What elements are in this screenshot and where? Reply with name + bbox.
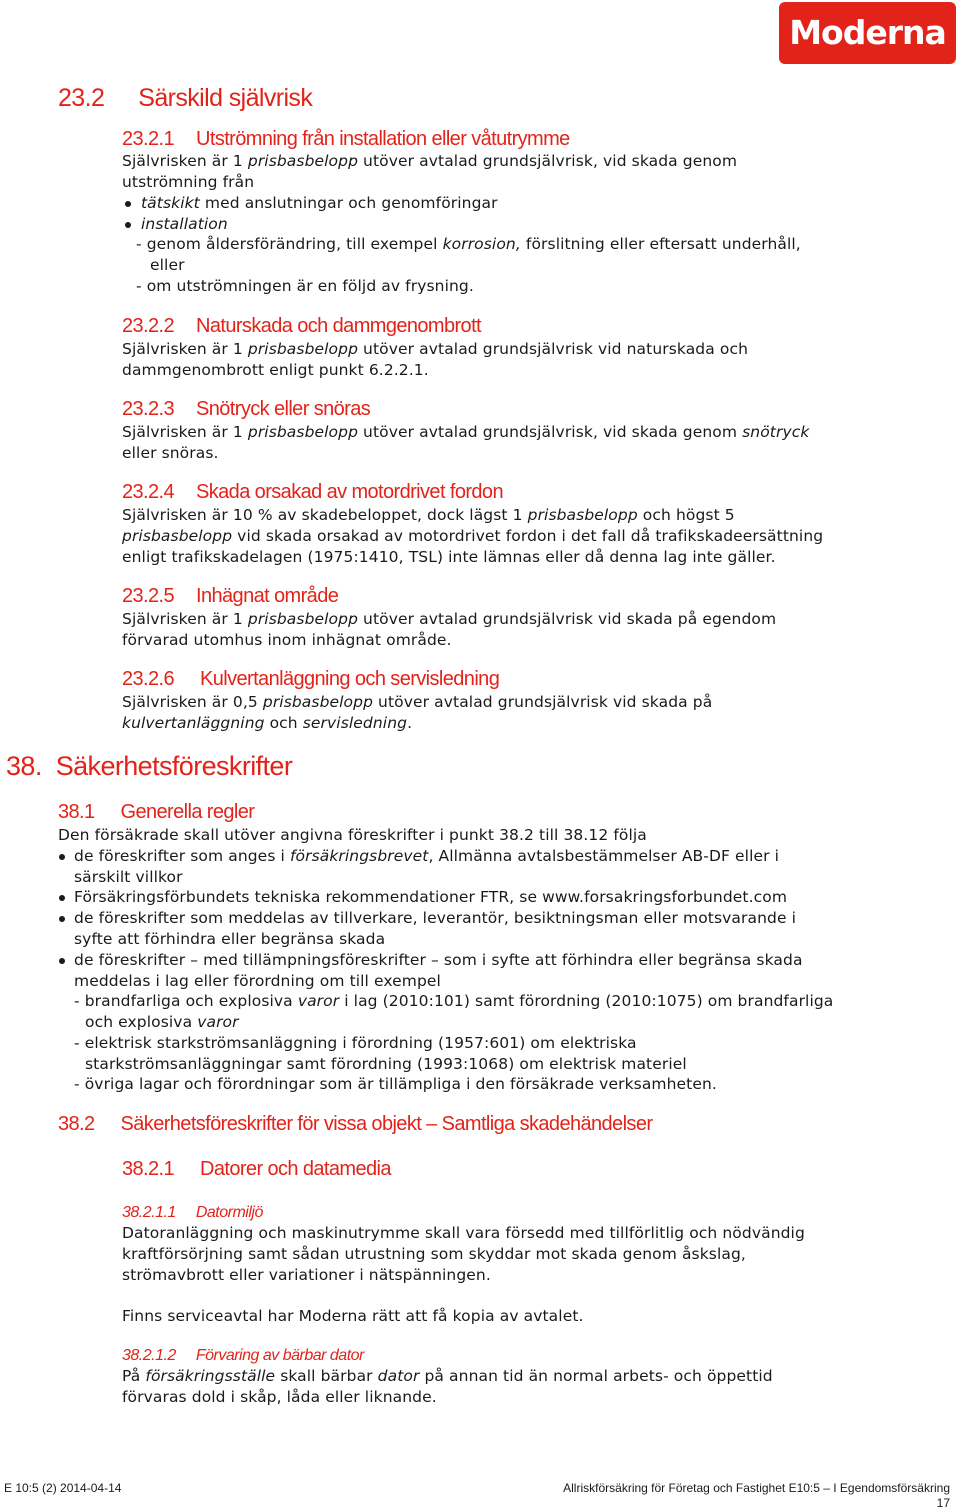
list-item: de föreskrifter som meddelas av tillverkare, leverantör, besiktningsman eller motsvarande i: [74, 909, 797, 927]
section-number: 23.2.4: [122, 481, 175, 503]
text-run: , Allmänna avtalsbestämmelser AB-DF eller i: [428, 847, 780, 865]
section-number: 23.2.2: [122, 315, 175, 337]
section-38-2-1-1-heading: [122, 1204, 263, 1222]
text-run: prisbasbelopp: [247, 340, 359, 358]
section-38-2-1-heading: [122, 1158, 391, 1181]
list-item-continued: särskilt villkor: [74, 868, 183, 886]
list-item: installation: [141, 215, 228, 233]
paragraph-line: [122, 423, 809, 441]
list-item: Försäkringsförbundets tekniska rekommendationer FTR, se www.forsakringsforbundet.com: [74, 888, 788, 906]
section-title: Inhägnat område: [196, 585, 339, 607]
section-number: 23.2.1: [122, 128, 175, 150]
paragraph-line: eller snöras.: [122, 444, 219, 462]
dash-item: [136, 235, 801, 253]
paragraph-line: Datoranläggning och maskinutrymme skall vara försedd med tillförlitlig och nödvändig: [122, 1224, 805, 1242]
paragraph-line: förvaras dold i skåp, låda eller liknande.: [122, 1388, 437, 1406]
text-run: i lag (2010:101) samt förordning (2010:1075) om brandfarliga: [339, 992, 834, 1010]
dash-item-continued: [85, 1013, 239, 1031]
logo-text: Moderna: [789, 13, 946, 52]
paragraph-line: kraftförsörjning samt sådan utrustning som skyddar mot skada genom åskslag,: [122, 1245, 746, 1263]
section-title: Naturskada och dammgenombrott: [196, 315, 481, 337]
section-number: 38.: [6, 751, 42, 781]
list-item: [74, 847, 779, 865]
text-run: prisbasbelopp: [262, 693, 374, 711]
section-38-1-heading: [58, 801, 254, 824]
text-run: vid skada orsakad av motordrivet fordon i det fall då trafikskadeersättning: [232, 527, 824, 545]
section-23-2-1-heading: [122, 128, 570, 151]
bullet-icon: [125, 201, 131, 207]
dash-item-continued: starkströmsanläggningar samt förordning (1993:1068) om elektrisk materiel: [85, 1055, 687, 1073]
dash-item: - elektrisk starkströmsanläggning i förordning (1957:601) om elektriska: [74, 1034, 637, 1052]
dash-item: - övriga lagar och förordningar som är tillämpliga i den försäkrade verksamheten.: [74, 1075, 717, 1093]
paragraph-line: [122, 714, 412, 732]
section-number: 38.2: [58, 1113, 95, 1135]
text-run: Självrisken är 1: [122, 423, 248, 441]
paragraph-line: [122, 693, 712, 711]
footer-title: Allriskförsäkring för Företag och Fastighet E10:5 – I Egendomsförsäkring: [563, 1481, 950, 1495]
dash-item: - om utströmningen är en följd av frysning.: [136, 277, 474, 295]
text-run: utöver avtalad grundsjälvrisk vid skada på egendom: [358, 610, 777, 628]
section-title: Skada orsakad av motordrivet fordon: [196, 481, 503, 503]
text-run: kulvertanläggning: [122, 714, 265, 732]
section-number: 38.2.1.1: [122, 1204, 176, 1221]
paragraph-line: Finns serviceavtal har Moderna rätt att få kopia av avtalet.: [122, 1307, 584, 1325]
list-item-continued: meddelas i lag eller förordning om till exempel: [74, 972, 441, 990]
section-number: 38.2.1: [122, 1158, 175, 1180]
text-run: utöver avtalad grundsjälvrisk vid naturskada och: [358, 340, 748, 358]
list-item: de föreskrifter – med tillämpningsföreskrifter – som i syfte att förhindra eller begränsa skada: [74, 951, 803, 969]
text-run: Självrisken är 0,5: [122, 693, 263, 711]
section-title: Säkerhetsföreskrifter för vissa objekt – Samtliga skadehändelser: [120, 1113, 653, 1135]
section-title: Särskild självrisk: [138, 84, 313, 112]
section-title: Datorer och datamedia: [200, 1158, 391, 1180]
section-23-2-5-heading: [122, 585, 338, 608]
text-run: varor: [297, 992, 340, 1010]
text-run: och explosiva: [85, 1013, 198, 1031]
text-run: på annan tid än normal arbets- och öppettid: [419, 1367, 773, 1385]
section-38-2-heading: [58, 1113, 652, 1136]
text-run: utöver avtalad grundsjälvrisk, vid skada genom: [358, 152, 738, 170]
section-number: 38.2.1.2: [122, 1347, 176, 1364]
section-23-2-2-heading: [122, 315, 481, 338]
text-run: korrosion,: [442, 235, 521, 253]
section-title: Utströmning från installation eller våtutrymme: [196, 128, 570, 150]
text-run: På: [122, 1367, 146, 1385]
moderna-logo: [779, 2, 956, 64]
text-run: skall bärbar: [275, 1367, 378, 1385]
text-run: Självrisken är 1: [122, 152, 248, 170]
text-run: försäkringsbrevet: [289, 847, 429, 865]
paragraph-line: strömavbrott eller variationer i nätspänningen.: [122, 1266, 491, 1284]
section-number: 38.1: [58, 801, 95, 823]
text-run: tätskikt: [141, 194, 200, 212]
dash-item-continued: eller: [150, 256, 185, 274]
text-run: Självrisken är 10 % av skadebeloppet, dock lägst 1: [122, 506, 528, 524]
text-run: prisbasbelopp: [122, 527, 233, 545]
text-run: och högst 5: [637, 506, 735, 524]
list-item: [141, 194, 498, 212]
text-run: snötryck: [742, 423, 810, 441]
section-title: Generella regler: [120, 801, 255, 823]
text-run: prisbasbelopp: [247, 423, 359, 441]
text-run: utöver avtalad grundsjälvrisk vid skada på: [373, 693, 713, 711]
bullet-icon: [59, 916, 65, 922]
text-run: de föreskrifter som anges i: [74, 847, 290, 865]
paragraph-line: Den försäkrade skall utöver angivna föreskrifter i punkt 38.2 till 38.12 följa: [58, 826, 647, 844]
section-38-heading: [6, 751, 292, 782]
text-run: .: [407, 714, 413, 732]
paragraph-line: dammgenombrott enligt punkt 6.2.2.1.: [122, 361, 429, 379]
paragraph-line: [122, 610, 776, 628]
text-run: prisbasbelopp: [527, 506, 638, 524]
text-run: prisbasbelopp: [247, 152, 359, 170]
paragraph-line: enligt trafikskadelagen (1975:1410, TSL) inte lämnas eller då denna lag inte gäller.: [122, 548, 776, 566]
text-run: Självrisken är 1: [122, 340, 248, 358]
section-title: Säkerhetsföreskrifter: [55, 751, 293, 781]
footer-document-id: E 10:5 (2) 2014-04-14: [4, 1481, 122, 1495]
paragraph-line: förvarad utomhus inom inhägnat område.: [122, 631, 452, 649]
text-run: utöver avtalad grundsjälvrisk, vid skada genom: [358, 423, 743, 441]
text-run: - brandfarliga och explosiva: [74, 992, 298, 1010]
text-run: förslitning eller eftersatt underhåll,: [520, 235, 801, 253]
section-number: 23.2.6: [122, 668, 175, 690]
section-23-2-3-heading: [122, 398, 370, 421]
section-23-2-4-heading: [122, 481, 503, 504]
section-23-2-heading: [58, 84, 312, 113]
bullet-icon: [59, 854, 65, 860]
text-run: och: [264, 714, 303, 732]
text-run: försäkringsställe: [145, 1367, 276, 1385]
text-run: med anslutningar och genomföringar: [199, 194, 498, 212]
text-run: Självrisken är 1: [122, 610, 248, 628]
dash-item: [74, 992, 833, 1010]
section-title: Snötryck eller snöras: [196, 398, 371, 420]
section-23-2-6-heading: [122, 668, 499, 691]
text-run: servisledning: [302, 714, 408, 732]
section-number: 23.2.3: [122, 398, 175, 420]
paragraph-line: [122, 1367, 773, 1385]
list-item-continued: syfte att förhindra eller begränsa skada: [74, 930, 386, 948]
paragraph-line: [122, 527, 823, 545]
text-run: - genom åldersförändring, till exempel: [136, 235, 443, 253]
text-run: prisbasbelopp: [247, 610, 359, 628]
bullet-icon: [59, 895, 65, 901]
section-number: 23.2.5: [122, 585, 175, 607]
section-title: Datormiljö: [195, 1204, 263, 1221]
text-run: dator: [377, 1367, 420, 1385]
paragraph-line: [122, 152, 737, 170]
section-number: 23.2: [58, 84, 105, 112]
page-number: 17: [936, 1496, 950, 1510]
text-run: varor: [197, 1013, 239, 1031]
section-38-2-1-2-heading: [122, 1347, 364, 1365]
paragraph-line: [122, 506, 735, 524]
section-title: Kulvertanläggning och servisledning: [200, 668, 500, 690]
paragraph-line: [122, 340, 748, 358]
bullet-icon: [59, 958, 65, 964]
bullet-icon: [125, 222, 131, 228]
section-title: Förvaring av bärbar dator: [195, 1347, 364, 1364]
paragraph-line: utströmning från: [122, 173, 255, 191]
